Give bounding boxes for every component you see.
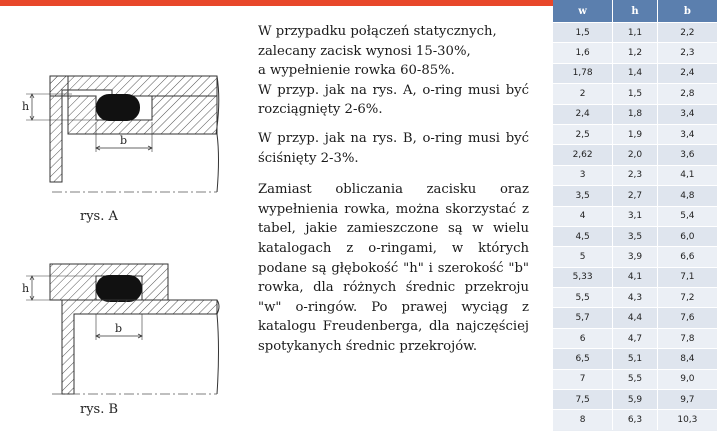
paragraph-3: W przyp. jak na rys. B, o-ring musi być ściśnięty 2-3%. [258, 130, 529, 166]
table-cell-w: 4,5 [553, 226, 613, 246]
table-cell-w: 6 [553, 328, 613, 348]
dim-label-h: h [22, 100, 30, 113]
table-row [553, 43, 717, 63]
caption-rys-b: rys. B [80, 402, 119, 417]
table-cell-b: 3,4 [657, 104, 717, 124]
dim-label-b: b [115, 322, 123, 335]
table-cell-b: 7,2 [657, 288, 717, 308]
caption-rys-a: rys. A [80, 209, 118, 224]
table-row [553, 165, 717, 185]
table-cell-b: 4,8 [657, 186, 717, 206]
break-line [217, 134, 219, 192]
table-cell-b: 2,3 [657, 43, 717, 63]
table-cell-h: 3,5 [613, 226, 658, 246]
table-cell-h: 3,1 [613, 206, 658, 226]
table-cell-h: 2,7 [613, 186, 658, 206]
table-cell-h: 5,1 [613, 349, 658, 369]
table-cell-w: 4 [553, 206, 613, 226]
table-cell-h: 6,3 [613, 410, 658, 430]
table-row [553, 104, 717, 124]
body-text [258, 22, 529, 357]
table-cell-w: 7 [553, 369, 613, 389]
table-row [553, 267, 717, 287]
table-cell-h: 1,2 [613, 43, 658, 63]
table-row [553, 206, 717, 226]
table-cell-b: 5,4 [657, 206, 717, 226]
table-cell-h: 1,9 [613, 124, 658, 144]
table-cell-b: 8,4 [657, 349, 717, 369]
table-cell-w: 2 [553, 84, 613, 104]
dim-label-h: h [22, 282, 30, 295]
flange-part [62, 300, 217, 394]
table-cell-w: 2,4 [553, 104, 613, 124]
table-cell-w: 5,5 [553, 288, 613, 308]
table-cell-h: 1,8 [613, 104, 658, 124]
table-row [553, 288, 717, 308]
table-cell-h: 3,9 [613, 247, 658, 267]
groove-part [68, 96, 217, 134]
groove-dimension-table [553, 0, 717, 430]
table-row [553, 328, 717, 348]
table-cell-w: 6,5 [553, 349, 613, 369]
table-cell-h: 4,3 [613, 288, 658, 308]
table-cell-b: 7,6 [657, 308, 717, 328]
table-cell-b: 3,6 [657, 145, 717, 165]
table-cell-b: 3,4 [657, 124, 717, 144]
paragraph-1 [258, 22, 529, 81]
table-body [553, 23, 717, 430]
table-cell-w: 3 [553, 165, 613, 185]
paragraph-2: W przyp. jak na rys. A, o-ring musi być rozciągnięty 2-6%. [258, 82, 529, 118]
table-row [553, 369, 717, 389]
table-cell-b: 2,4 [657, 63, 717, 83]
table-cell-h: 1,1 [613, 23, 658, 43]
table-row [553, 23, 717, 43]
table-cell-h: 2,3 [613, 165, 658, 185]
table-cell-w: 1,78 [553, 63, 613, 83]
table-cell-b: 2,2 [657, 23, 717, 43]
table-cell-w: 2,62 [553, 145, 613, 165]
table-cell-h: 4,4 [613, 308, 658, 328]
table-cell-b: 6,6 [657, 247, 717, 267]
table-cell-w: 5,7 [553, 308, 613, 328]
table-cell-h: 1,5 [613, 84, 658, 104]
groove-dimension-table-panel [553, 0, 717, 431]
table-cell-h: 4,1 [613, 267, 658, 287]
oring-cross-section [96, 275, 142, 302]
dim-label-b: b [120, 134, 128, 147]
table-cell-b: 9,7 [657, 390, 717, 410]
housing-top [50, 76, 217, 96]
table-row [553, 84, 717, 104]
table-row [553, 63, 717, 83]
table-cell-w: 1,6 [553, 43, 613, 63]
table-cell-h: 5,5 [613, 369, 658, 389]
table-cell-w: 1,5 [553, 23, 613, 43]
table-row [553, 145, 717, 165]
table-row [553, 390, 717, 410]
table-cell-w: 2,5 [553, 124, 613, 144]
table-cell-h: 5,9 [613, 390, 658, 410]
table-row [553, 186, 717, 206]
table-cell-w: 5,33 [553, 267, 613, 287]
accent-bar [0, 0, 553, 6]
paragraph-1-line-1: W przypadku połączeń statycznych, [258, 24, 497, 39]
table-header-row [553, 0, 717, 23]
table-cell-b: 4,1 [657, 165, 717, 185]
table-cell-b: 7,8 [657, 328, 717, 348]
diagram-a-oring-groove [12, 62, 242, 212]
paragraph-1-line-2: zalecany zacisk wynosi 15-30%, [258, 43, 471, 59]
table-row [553, 349, 717, 369]
table-cell-b: 6,0 [657, 226, 717, 246]
table-row [553, 308, 717, 328]
table-cell-h: 1,4 [613, 63, 658, 83]
table-cell-b: 10,3 [657, 410, 717, 430]
table-cell-h: 4,7 [613, 328, 658, 348]
table-cell-b: 7,1 [657, 267, 717, 287]
table-row [553, 247, 717, 267]
column-header-b: b [657, 0, 717, 23]
table-cell-w: 5 [553, 247, 613, 267]
column-header-h: h [613, 0, 658, 23]
column-header-w: w [553, 0, 613, 23]
break-line [217, 314, 219, 394]
table-cell-w: 3,5 [553, 186, 613, 206]
diagram-b-oring-groove [12, 254, 242, 404]
paragraph-1-line-3: a wypełnienie rowka 60-85%. [258, 63, 455, 79]
oring-cross-section [96, 94, 140, 121]
table-cell-w: 7,5 [553, 390, 613, 410]
table-cell-h: 2,0 [613, 145, 658, 165]
table-cell-b: 2,8 [657, 84, 717, 104]
paragraph-4: Zamiast obliczania zacisku oraz wypełnienia rowka, można skorzystać z tabel, jakie zamieszczone są w wielu katalogach z o-ringami, w których podane są głębokość "h" i szerokość "b" rowka, dla różnych średnic przekroju "w" o-ringów. Po prawej wyciąg z katalogu Freudenberga, dla najczęściej spotykanych średnic przekrojów. [258, 182, 529, 354]
table-row [553, 226, 717, 246]
table-cell-w: 8 [553, 410, 613, 430]
table-row [553, 124, 717, 144]
table-row [553, 410, 717, 430]
table-cell-b: 9,0 [657, 369, 717, 389]
